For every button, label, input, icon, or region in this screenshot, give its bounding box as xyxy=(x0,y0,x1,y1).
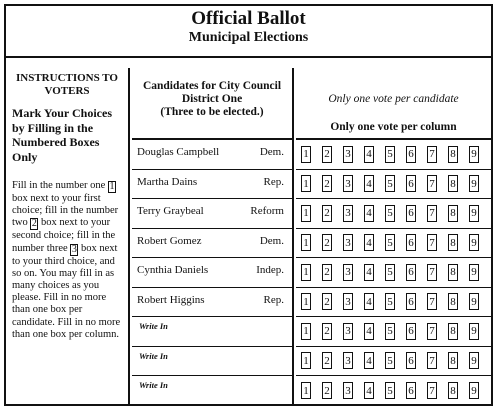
write-in-label: Write In xyxy=(139,321,168,331)
rank-box-4[interactable]: 4 xyxy=(364,175,374,192)
candidate-row xyxy=(132,229,292,259)
rank-box-9[interactable]: 9 xyxy=(469,264,479,281)
instructions-text-4: box next to your third choice, and so on. You may fill in as many choices as you please. Fill in no more than one box per candidate. Fill in no more than one box per column. xyxy=(12,242,121,340)
rank-box-7[interactable]: 7 xyxy=(427,352,437,369)
rank-box-7[interactable]: 7 xyxy=(427,293,437,310)
candidate-name: Robert Higgins xyxy=(137,293,205,306)
rank-box-9[interactable]: 9 xyxy=(469,146,479,163)
rank-box-2[interactable]: 2 xyxy=(322,146,332,163)
ballot-title: Official Ballot xyxy=(191,8,306,29)
candidate-party: Dem. xyxy=(259,234,284,247)
rank-box-5[interactable]: 5 xyxy=(385,175,395,192)
rank-box-6[interactable]: 6 xyxy=(406,382,416,399)
candidate-row xyxy=(132,170,292,200)
rank-box-2[interactable]: 2 xyxy=(322,352,332,369)
vote-row xyxy=(296,140,491,170)
example-box-2: 2 xyxy=(31,218,37,230)
rank-box-6[interactable]: 6 xyxy=(406,323,416,340)
candidate-party: Dem. xyxy=(259,146,284,158)
rank-box-6[interactable]: 6 xyxy=(406,234,416,251)
rank-box-7[interactable]: 7 xyxy=(427,264,437,281)
write-in-label: Write In xyxy=(139,380,168,390)
rank-box-4[interactable]: 4 xyxy=(364,323,374,340)
write-in-label: Write In xyxy=(139,350,168,361)
rank-box-8[interactable]: 8 xyxy=(448,293,458,310)
rank-box-8[interactable]: 8 xyxy=(448,175,458,192)
rank-box-8[interactable]: 8 xyxy=(448,264,458,281)
rank-box-1[interactable]: 1 xyxy=(301,323,311,340)
rank-box-5[interactable]: 5 xyxy=(385,323,395,340)
write-in-row[interactable] xyxy=(132,317,292,347)
candidate-row xyxy=(132,258,292,288)
candidate-list xyxy=(132,140,292,406)
candidates-header xyxy=(132,68,292,140)
rank-box-1[interactable]: 1 xyxy=(301,264,311,281)
rank-box-1[interactable]: 1 xyxy=(301,175,311,192)
contest-district: District One xyxy=(181,93,243,105)
rank-box-1[interactable]: 1 xyxy=(301,234,311,251)
contest-instruction: (Three to be elected.) xyxy=(160,106,264,118)
rank-box-2[interactable]: 2 xyxy=(322,234,332,251)
vote-rule-candidate: Only one vote per candidate xyxy=(328,93,459,105)
rank-box-6[interactable]: 6 xyxy=(406,175,416,192)
vote-row xyxy=(296,170,491,200)
vote-row xyxy=(296,288,491,318)
rank-box-6[interactable]: 6 xyxy=(406,293,416,310)
rank-box-2[interactable]: 2 xyxy=(322,264,332,281)
rank-box-5[interactable]: 5 xyxy=(385,293,395,310)
candidate-party: Rep. xyxy=(263,293,284,306)
instructions-heading: Mark Your Choices by Filling in the Numbered Boxes Only xyxy=(12,106,112,164)
rank-box-3[interactable]: 3 xyxy=(343,175,353,192)
rank-box-7[interactable]: 7 xyxy=(427,234,437,251)
vote-row xyxy=(296,376,491,406)
rank-box-9[interactable]: 9 xyxy=(469,293,479,310)
contest-title: Candidates for City Council xyxy=(142,80,282,92)
vote-rows xyxy=(296,140,491,406)
rank-box-9[interactable]: 9 xyxy=(469,352,479,369)
rank-box-1[interactable]: 1 xyxy=(301,382,311,399)
rank-box-3[interactable]: 3 xyxy=(343,352,353,369)
rank-box-1[interactable]: 1 xyxy=(301,352,311,369)
candidate-party: Rep. xyxy=(263,175,284,188)
candidate-party: Indep. xyxy=(256,264,284,276)
rank-box-8[interactable]: 8 xyxy=(448,382,458,399)
candidate-name: Martha Dains xyxy=(137,175,198,188)
rank-box-8[interactable]: 8 xyxy=(448,146,458,163)
rank-box-2[interactable]: 2 xyxy=(322,382,332,399)
candidate-row xyxy=(132,199,292,229)
rank-box-3[interactable]: 3 xyxy=(343,323,353,340)
vote-grid xyxy=(296,68,491,404)
rank-box-5[interactable]: 5 xyxy=(385,264,395,281)
vote-row xyxy=(296,347,491,377)
rank-box-6[interactable]: 6 xyxy=(406,352,416,369)
rank-box-4[interactable]: 4 xyxy=(364,205,374,222)
rank-box-5[interactable]: 5 xyxy=(385,205,395,222)
rank-box-2[interactable]: 2 xyxy=(322,175,332,192)
ballot-header xyxy=(6,6,491,58)
rank-box-4[interactable]: 4 xyxy=(364,352,374,369)
rank-box-5[interactable]: 5 xyxy=(385,146,395,163)
instructions-text-1: Fill in the number one xyxy=(12,180,108,191)
rank-box-9[interactable]: 9 xyxy=(469,323,479,340)
rank-box-4[interactable]: 4 xyxy=(364,264,374,281)
rank-box-8[interactable]: 8 xyxy=(448,352,458,369)
candidates-column xyxy=(132,68,294,404)
rank-box-7[interactable]: 7 xyxy=(427,146,437,163)
ballot xyxy=(4,4,493,406)
write-in-row[interactable] xyxy=(132,347,292,377)
rank-box-9[interactable]: 9 xyxy=(469,382,479,399)
instructions-text-2: box next to your first choice; fill in the number two xyxy=(12,193,119,229)
vote-rule-column: Only one vote per column xyxy=(330,121,457,133)
rank-box-6[interactable]: 6 xyxy=(406,146,416,163)
rank-box-2[interactable]: 2 xyxy=(322,323,332,340)
rank-box-9[interactable]: 9 xyxy=(469,234,479,251)
rank-box-8[interactable]: 8 xyxy=(448,205,458,222)
example-box-1: 1 xyxy=(109,181,115,192)
example-box-3: 3 xyxy=(71,243,77,255)
rank-box-2[interactable]: 2 xyxy=(322,293,332,310)
write-in-row[interactable] xyxy=(132,376,292,406)
rank-box-5[interactable]: 5 xyxy=(385,352,395,369)
vote-row xyxy=(296,199,491,229)
vote-row xyxy=(296,258,491,288)
rank-box-3[interactable]: 3 xyxy=(343,146,353,163)
candidate-name: Douglas Campbell xyxy=(137,146,220,158)
rank-box-4[interactable]: 4 xyxy=(364,382,374,399)
rank-box-7[interactable]: 7 xyxy=(427,205,437,222)
rank-box-8[interactable]: 8 xyxy=(448,323,458,340)
rank-box-4[interactable]: 4 xyxy=(364,146,374,163)
candidate-row xyxy=(132,140,292,170)
rank-box-3[interactable]: 3 xyxy=(343,205,353,222)
instructions-body xyxy=(12,180,122,341)
vote-row xyxy=(296,317,491,347)
rank-box-4[interactable]: 4 xyxy=(364,234,374,251)
rank-box-7[interactable]: 7 xyxy=(427,323,437,340)
candidate-name: Robert Gomez xyxy=(137,234,202,247)
rank-box-5[interactable]: 5 xyxy=(385,234,395,251)
rank-box-7[interactable]: 7 xyxy=(427,175,437,192)
rank-box-3[interactable]: 3 xyxy=(343,382,353,399)
ballot-subtitle: Municipal Elections xyxy=(188,30,309,45)
rank-box-1[interactable]: 1 xyxy=(301,205,311,222)
instructions-text-3: box next to your second choice; fill in the number three xyxy=(12,217,116,254)
rank-box-9[interactable]: 9 xyxy=(469,205,479,222)
rank-box-5[interactable]: 5 xyxy=(385,382,395,399)
rank-box-3[interactable]: 3 xyxy=(343,293,353,310)
instructions-title: INSTRUCTIONS TO VOTERS xyxy=(16,72,118,97)
rank-box-1[interactable]: 1 xyxy=(301,146,311,163)
rank-box-3[interactable]: 3 xyxy=(343,234,353,251)
candidate-row xyxy=(132,288,292,318)
rank-box-1[interactable]: 1 xyxy=(301,293,311,310)
rank-box-6[interactable]: 6 xyxy=(406,205,416,222)
rank-box-2[interactable]: 2 xyxy=(322,205,332,222)
rank-box-8[interactable]: 8 xyxy=(448,234,458,251)
rank-box-7[interactable]: 7 xyxy=(427,382,437,399)
candidate-name: Terry Graybeal xyxy=(137,205,204,217)
rank-box-4[interactable]: 4 xyxy=(364,293,374,310)
rank-box-6[interactable]: 6 xyxy=(406,264,416,281)
vote-row xyxy=(296,229,491,259)
candidate-party: Reform xyxy=(250,205,284,217)
instructions-panel xyxy=(6,68,130,404)
candidate-name: Cynthia Daniels xyxy=(137,264,209,276)
vote-header xyxy=(296,68,491,140)
rank-box-9[interactable]: 9 xyxy=(469,175,479,192)
rank-box-3[interactable]: 3 xyxy=(343,264,353,281)
